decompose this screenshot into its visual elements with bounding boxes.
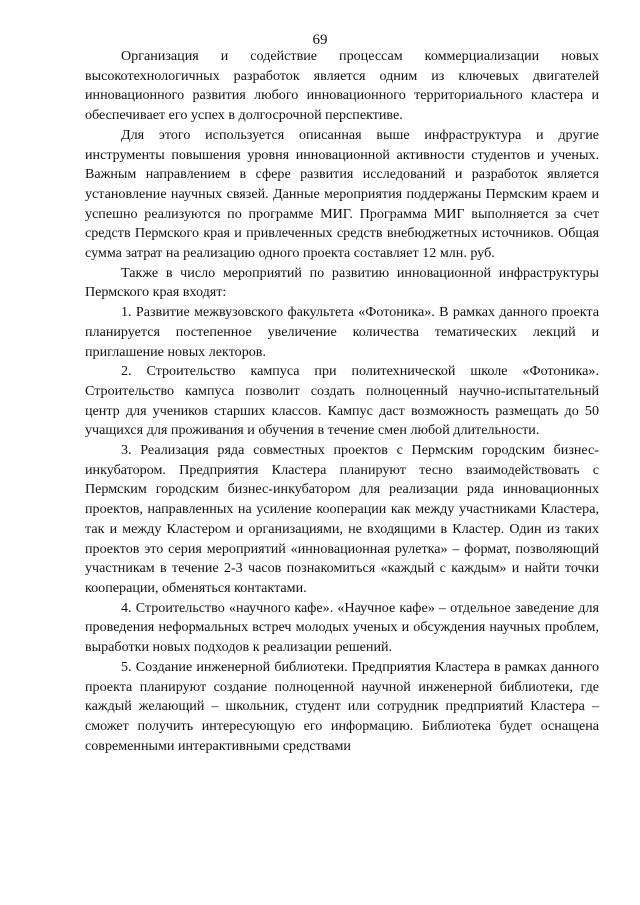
page-number: 69 [312,32,328,48]
list-item-engineering-library: 5. Создание инженерной библиотеки. Предприятия Кластера в рамках данного проекта планируют создание полноценной научной инженерной библиотеки, где каждый желающий – школьник, студент или сотрудник предприятий Кластера – сможет получить интересующую его информацию. Библиотека будет оснащена современными интерактивными средствами [85,658,599,754]
page-body [85,47,599,756]
list-item-photonics-faculty: 1. Развитие межвузовского факультета «Фотоника». В рамках данного проекта планируется постепенное увеличение количества тематических лекций и приглашение новых лекторов. [85,304,599,360]
paragraph-infrastructure-mig: Для этого используется описанная выше инфраструктура и другие инструменты повышения уровня инновационной активности студентов и ученых. Важным направлением в сфере развития исследований и разработок является установление научных связей. Данные мероприятия поддержаны Пермским краем и успешно реализуются по программе МИГ. Программа МИГ выполняется за счет средств Пермского края и привлеченных средств внебюджетных источников. Общая сумма затрат на реализацию одного проекта составляет 12 млн. руб. [85,126,599,262]
list-item-science-cafe: 4. Строительство «научного кафе». «Научное кафе» – отдельное заведение для проведения неформальных встреч молодых ученых и обсуждения научных проблем, выработки новых подходов к реализации решений. [85,599,599,656]
paragraph-measures-intro: Также в число мероприятий по развитию инновационной инфраструктуры Пермского края входят: [85,264,599,301]
paragraph-commercialization: Организация и содействие процессам коммерциализации новых высокотехнологичных разработок является одним из ключевых двигателей инновационного развития любого инновационного территориального кластера и обеспечивает его успех в долгосрочной перспективе. [85,48,599,124]
list-item-campus: 2. Строительство кампуса при политехнической школе «Фотоника». Строительство кампуса позволит создать полноценный научно-испытательный центр для учеников старших классов. Кампус даст возможность размещать до 50 учащихся для проживания и обучения в течение смен любой длительности. [85,363,599,439]
list-item-business-incubator: 3. Реализация ряда совместных проектов с Пермским городским бизнес-инкубатором. Предприятия Кластера планируют тесно взаимодействовать с Пермским городским бизнес-инкубатором для реализации ряда инновационных проектов, направленных на усиление кооперации как между участниками Кластера, так и между Кластером и организациями, не входящими в Кластер. Один из таких проектов это серия мероприятий «инновационная рулетка» – формат, позволяющий участникам в течение 2-3 часов познакомиться «каждый с каждым» и найти точки кооперации, обменяться контактами. [85,442,599,596]
